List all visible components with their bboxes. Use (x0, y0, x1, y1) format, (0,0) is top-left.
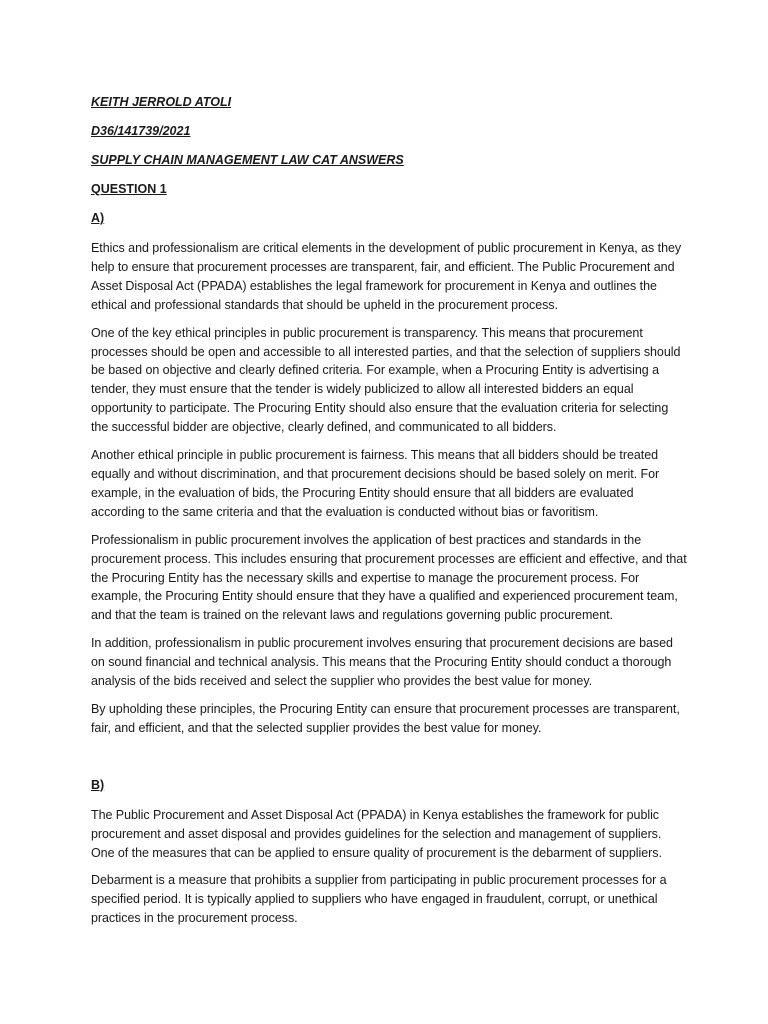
section-spacer (91, 747, 688, 777)
section-b-paragraph: The Public Procurement and Asset Disposal Act (PPADA) in Kenya establishes the framework for public procurement and asset disposal and provides guidelines for the selection and management of suppliers. One of the measures that can be applied to ensure quality of procurement is the debarment of suppliers. (91, 807, 662, 860)
section-a-paragraph: By upholding these principles, the Procuring Entity can ensure that procurement processes are transparent, fair, and efficient, and that the selected supplier provides the best value for money. (91, 701, 680, 735)
document-subject: SUPPLY CHAIN MANAGEMENT LAW CAT ANSWERS (91, 153, 404, 167)
section-a-paragraph: Another ethical principle in public procurement is fairness. This means that all bidders should be treated equally and without discrimination, and that procurement decisions should be based solely on merit. For example, in the evaluation of bids, the Procuring Entity should ensure that all bidders are evaluated according to the same criteria and that the evaluation is conducted without bias or favoritism. (91, 448, 660, 519)
section-a-paragraph: Ethics and professionalism are critical elements in the development of public procurement in Kenya, as they help to ensure that procurement processes are transparent, fair, and efficient. The Public Procurement and Asset Disposal Act (PPADA) establishes the legal framework for procurement in Kenya and outlines the ethical and professional standards that should be upheld in the procurement process. (91, 241, 682, 312)
registration-number: D36/141739/2021 (91, 124, 191, 138)
section-b-heading: B) (91, 777, 105, 792)
section-a-heading: A) (91, 211, 105, 225)
section-a-paragraph: In addition, professionalism in public procurement involves ensuring that procurement decisions are based on sound financial and technical analysis. This means that the Procuring Entity should conduct a thorough analysis of the bids received and select the supplier who provides the best value for money. (91, 636, 673, 689)
student-name: KEITH JERROLD ATOLI (91, 95, 232, 109)
section-a-paragraph: Professionalism in public procurement involves the application of best practices and standards in the procurement process. This includes ensuring that procurement processes are efficient and effective, and that the Procuring Entity has the necessary skills and expertise to manage the procurement process. For example, the Procuring Entity should ensure that they have a qualified and experienced procurement team, and that the team is trained on the relevant laws and regulations governing public procurement. (91, 532, 687, 623)
question-heading: QUESTION 1 (91, 182, 167, 196)
section-b-paragraph: Debarment is a measure that prohibits a supplier from participating in public procurement processes for a specified period. It is typically applied to suppliers who have engaged in fraudulent, corrupt, or unethical practices in the procurement process. (91, 873, 667, 926)
section-a-paragraph: One of the key ethical principles in public procurement is transparency. This means that procurement processes should be open and accessible to all interested parties, and that the selection of suppliers should be based on objective and clearly defined criteria. For example, when a Procuring Entity is advertising a tender, they must ensure that the tender is widely publicized to allow all interested bidders an equal opportunity to participate. The Procuring Entity should also ensure that the evaluation criteria for selecting the successful bidder are objective, clearly defined, and communicated to all bidders. (91, 325, 681, 435)
